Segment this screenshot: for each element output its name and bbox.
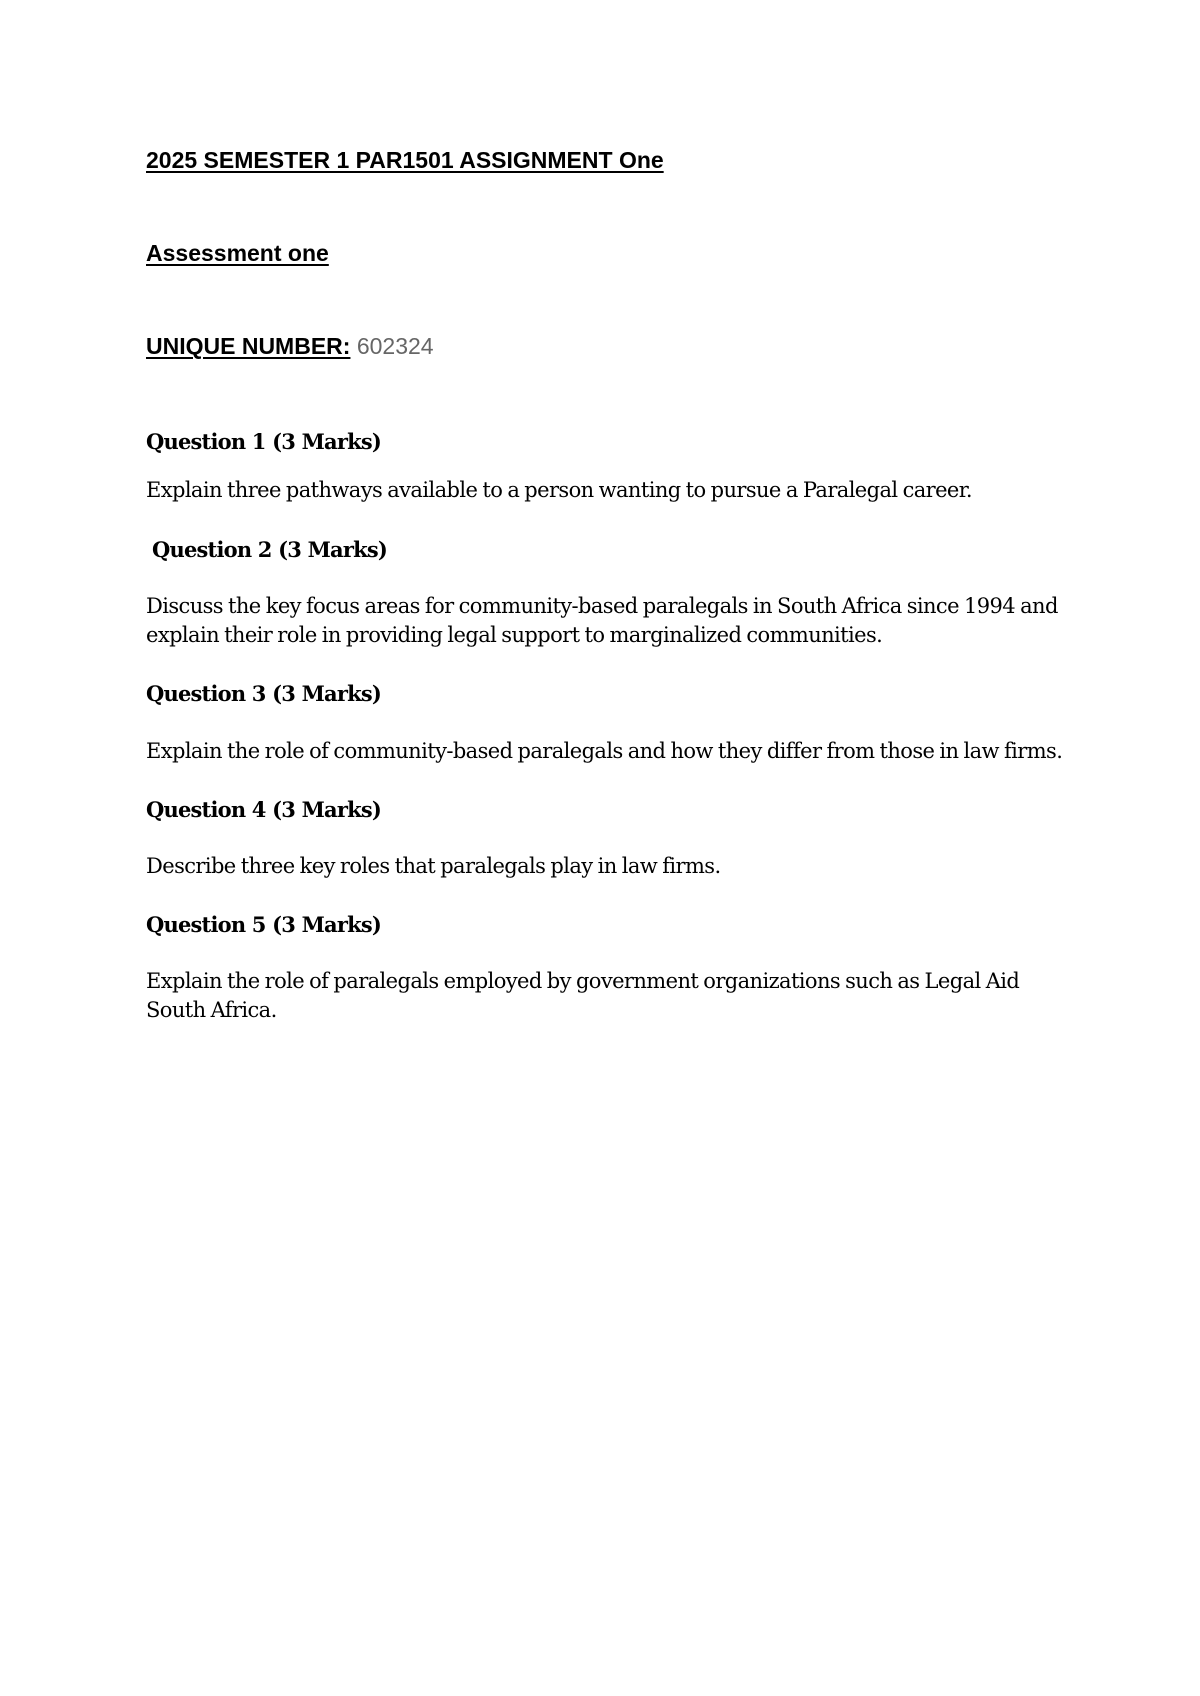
question-3-title: Question 3 (3 Marks) bbox=[146, 681, 382, 706]
question-4-text: Describe three key roles that paralegals play in law firms. bbox=[146, 854, 721, 878]
document-subtitle: Assessment one bbox=[146, 240, 329, 266]
question-4-title: Question 4 (3 Marks) bbox=[146, 797, 382, 822]
question-1-text: Explain three pathways available to a person wanting to pursue a Paralegal career. bbox=[146, 478, 972, 502]
question-1-title: Question 1 (3 Marks) bbox=[146, 429, 382, 454]
question-2-title: Question 2 (3 Marks) bbox=[152, 537, 388, 562]
document-title: 2025 SEMESTER 1 PAR1501 ASSIGNMENT One bbox=[146, 147, 664, 173]
question-2-text: Discuss the key focus areas for community-based paralegals in South Africa since 1994 and explain their role in providing legal support to marginalized communities. bbox=[146, 594, 1058, 647]
question-5-text: Explain the role of paralegals employed by government organizations such as Legal Aid South Africa. bbox=[146, 969, 1020, 1022]
unique-number-value: 602324 bbox=[356, 333, 434, 359]
unique-number-label: UNIQUE NUMBER: bbox=[146, 333, 351, 359]
question-5-title: Question 5 (3 Marks) bbox=[146, 912, 382, 937]
unique-number-line bbox=[146, 332, 434, 360]
question-3-text: Explain the role of community-based paralegals and how they differ from those in law firms. bbox=[146, 739, 1063, 763]
